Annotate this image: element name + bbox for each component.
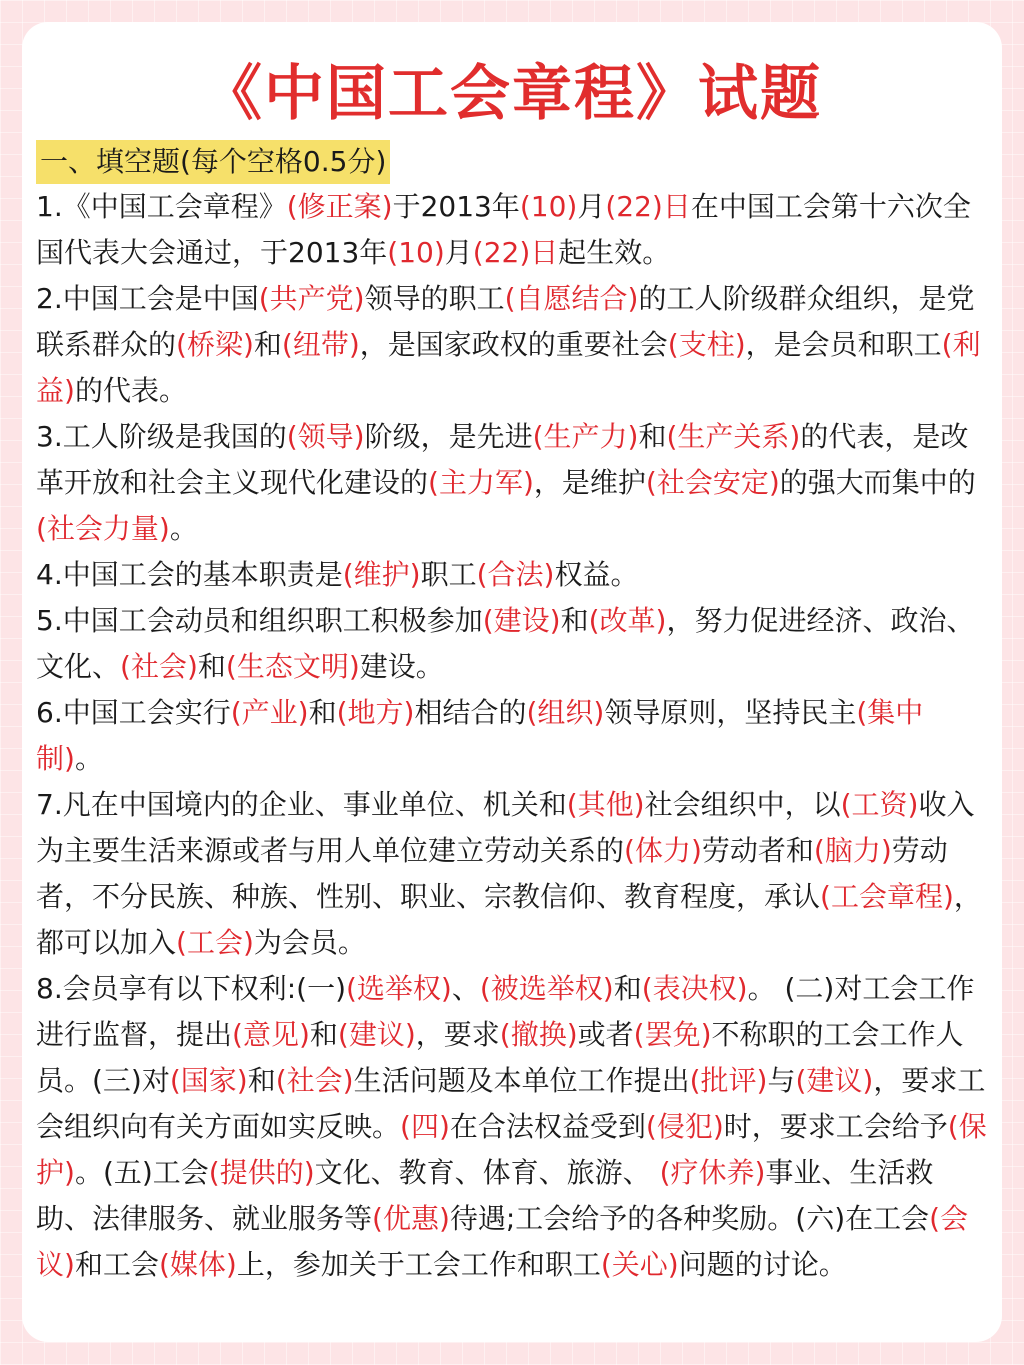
answer-text: (批评): [689, 1064, 768, 1097]
question-text: ，是维护: [533, 466, 646, 499]
answer-text: (关心): [600, 1248, 679, 1281]
question-text: 上，参加关于工会工作和职工: [236, 1248, 601, 1281]
answer-text: (建议): [337, 1018, 416, 1051]
question-text: 起生效。: [558, 236, 671, 269]
question-item: [36, 782, 988, 966]
answer-text: (社会力量): [36, 512, 170, 545]
answer-text: (纽带): [281, 328, 360, 361]
question-text: 和: [638, 420, 667, 453]
answer-text: (会议): [36, 1202, 969, 1281]
answer-text: (撤换): [499, 1018, 578, 1051]
question-text: 与: [767, 1064, 796, 1097]
answer-text: (国家): [169, 1064, 248, 1097]
question-text: 、: [451, 972, 480, 1005]
answer-text: (建设): [482, 604, 561, 637]
answer-text: (10): [519, 190, 578, 223]
question-text: 待遇;工会给予的各种奖励。(六)在工会: [449, 1202, 930, 1235]
answer-text: (优惠): [372, 1202, 450, 1235]
answer-text: (改革): [588, 604, 667, 637]
answer-text: (被选举权): [479, 972, 614, 1005]
question-text: 的代表，是改革开放和社会主义现代化建设的: [36, 420, 969, 499]
question-text: 和: [247, 1064, 276, 1097]
answer-text: (22)日: [605, 190, 691, 223]
answer-text: (社会): [120, 650, 198, 683]
question-text: 领导原则，坚持民主: [604, 696, 857, 729]
question-item: [36, 276, 988, 414]
question-text: 6.中国工会实行: [36, 696, 231, 729]
answer-text: (其他): [566, 788, 645, 821]
question-text: ，都可以加入: [36, 880, 982, 959]
answer-text: (自愿结合): [504, 282, 639, 315]
question-list: [36, 184, 988, 1288]
question-text: 和: [309, 1018, 338, 1051]
question-text: 2.中国工会是中国: [36, 282, 259, 315]
answer-text: (罢免): [633, 1018, 712, 1051]
question-text: 在合法权益受到: [449, 1110, 646, 1143]
question-text: 收入为主要生活来源或者与用人单位建立劳动关系的: [36, 788, 975, 867]
question-text: 权益。: [554, 558, 639, 591]
answer-text: (合法): [476, 558, 555, 591]
question-text: 或者: [577, 1018, 634, 1051]
question-text: 7.凡在中国境内的企业、事业单位、机关和: [36, 788, 567, 821]
answer-text: (提供的): [208, 1156, 315, 1189]
question-text: 不称职的工会工作人员。(三)对: [36, 1018, 964, 1097]
question-item: [36, 414, 988, 552]
answer-text: (表决权): [641, 972, 748, 1005]
question-text: 5.中国工会动员和组织职工积极参加: [36, 604, 483, 637]
question-item: [36, 690, 988, 782]
question-text: 事业、生活救助、法律服务、就业服务等: [36, 1156, 934, 1235]
question-text: 建设。: [359, 650, 444, 683]
question-text: 月: [577, 190, 606, 223]
answer-text: (疗休养): [659, 1156, 766, 1189]
question-text: 3.工人阶级是我国的: [36, 420, 287, 453]
question-text: 劳动者和: [701, 834, 814, 867]
answer-text: (建议): [795, 1064, 874, 1097]
answer-text: (脑力): [813, 834, 892, 867]
answer-text: (选举权): [346, 972, 452, 1005]
answer-text: (22)日: [472, 236, 559, 269]
answer-text: (工会): [176, 926, 254, 959]
answer-text: (维护): [342, 558, 421, 591]
answer-text: (产业): [230, 696, 309, 729]
question-text: 。(五)工会: [74, 1156, 209, 1189]
question-text: 时，要求工会给予: [723, 1110, 948, 1143]
answer-text: (社会安定): [645, 466, 780, 499]
question-text: ，是国家政权的重要社会: [359, 328, 668, 361]
answer-text: (地方): [336, 696, 415, 729]
question-text: ，要求: [415, 1018, 500, 1051]
answer-text: (四): [400, 1110, 450, 1143]
question-text: 和: [560, 604, 589, 637]
question-text: 。: [169, 512, 198, 545]
question-text: 4.中国工会的基本职责是: [36, 558, 343, 591]
question-text: ，是会员和职工: [745, 328, 942, 361]
answer-text: (体力): [624, 834, 702, 867]
question-text: ，要求工会组织向有关方面如实反映。: [36, 1064, 986, 1143]
question-text: 劳动者，不分民族、种族、性别、职业、宗教信仰、教育程度，承认: [36, 834, 948, 913]
question-text: 。 (二)对工会工作进行监督，提出: [36, 972, 975, 1051]
answer-text: (桥梁): [176, 328, 254, 361]
question-text: 和: [308, 696, 337, 729]
question-text: 在中国工会第十六次全国代表大会通过，于2013年: [36, 190, 971, 269]
question-text: 。: [74, 742, 103, 775]
question-text: 于2013年: [392, 190, 520, 223]
answer-text: (生产力): [532, 420, 639, 453]
answer-text: (意见): [232, 1018, 310, 1051]
answer-text: (主力军): [428, 466, 534, 499]
answer-text: (工会章程): [820, 880, 954, 913]
question-text: 为会员。: [253, 926, 366, 959]
question-text: 和工会: [74, 1248, 159, 1281]
question-text: 8.会员享有以下权利:(一): [36, 972, 346, 1005]
answer-text: (保护): [36, 1110, 987, 1189]
question-text: 问题的讨论。: [678, 1248, 847, 1281]
answer-text: (生产关系): [666, 420, 801, 453]
question-text: ，努力促进经济、政治、文化、: [36, 604, 975, 683]
question-text: 生活问题及本单位工作提出: [353, 1064, 690, 1097]
document-card: [22, 22, 1002, 1342]
answer-text: (共产党): [258, 282, 365, 315]
answer-text: (工资): [840, 788, 919, 821]
answer-text: (媒体): [158, 1248, 237, 1281]
answer-text: (利益): [36, 328, 981, 407]
question-item: [36, 184, 988, 276]
page-title: 《中国工会章程》试题: [202, 59, 822, 129]
question-text: 阶级，是先进: [364, 420, 533, 453]
answer-text: (领导): [286, 420, 365, 453]
question-text: 社会组织中，以: [644, 788, 841, 821]
answer-text: (侵犯): [645, 1110, 724, 1143]
answer-text: (集中制): [36, 696, 924, 775]
question-text: 的代表。: [74, 374, 187, 407]
question-text: 和: [613, 972, 642, 1005]
question-item: [36, 966, 988, 1288]
question-item: [36, 552, 988, 598]
answer-text: (生态文明): [225, 650, 360, 683]
question-text: 的强大而集中的: [779, 466, 976, 499]
answer-text: (社会): [275, 1064, 354, 1097]
answer-text: (10): [387, 236, 445, 269]
question-item: [36, 598, 988, 690]
question-text: 和: [253, 328, 282, 361]
question-text: 职工: [420, 558, 477, 591]
question-text: 的工人阶级群众组织，是党联系群众的: [36, 282, 975, 361]
question-text: 月: [444, 236, 473, 269]
question-text: 1.《中国工会章程》: [36, 190, 287, 223]
question-text: 相结合的: [414, 696, 527, 729]
answer-text: (组织): [526, 696, 605, 729]
section-heading: 一、填空题(每个空格0.5分): [36, 140, 390, 184]
question-text: 文化、教育、体育、旅游、: [314, 1156, 660, 1189]
question-text: 和: [197, 650, 226, 683]
answer-text: (支柱): [667, 328, 746, 361]
question-text: 领导的职工: [364, 282, 505, 315]
answer-text: (修正案): [286, 190, 393, 223]
